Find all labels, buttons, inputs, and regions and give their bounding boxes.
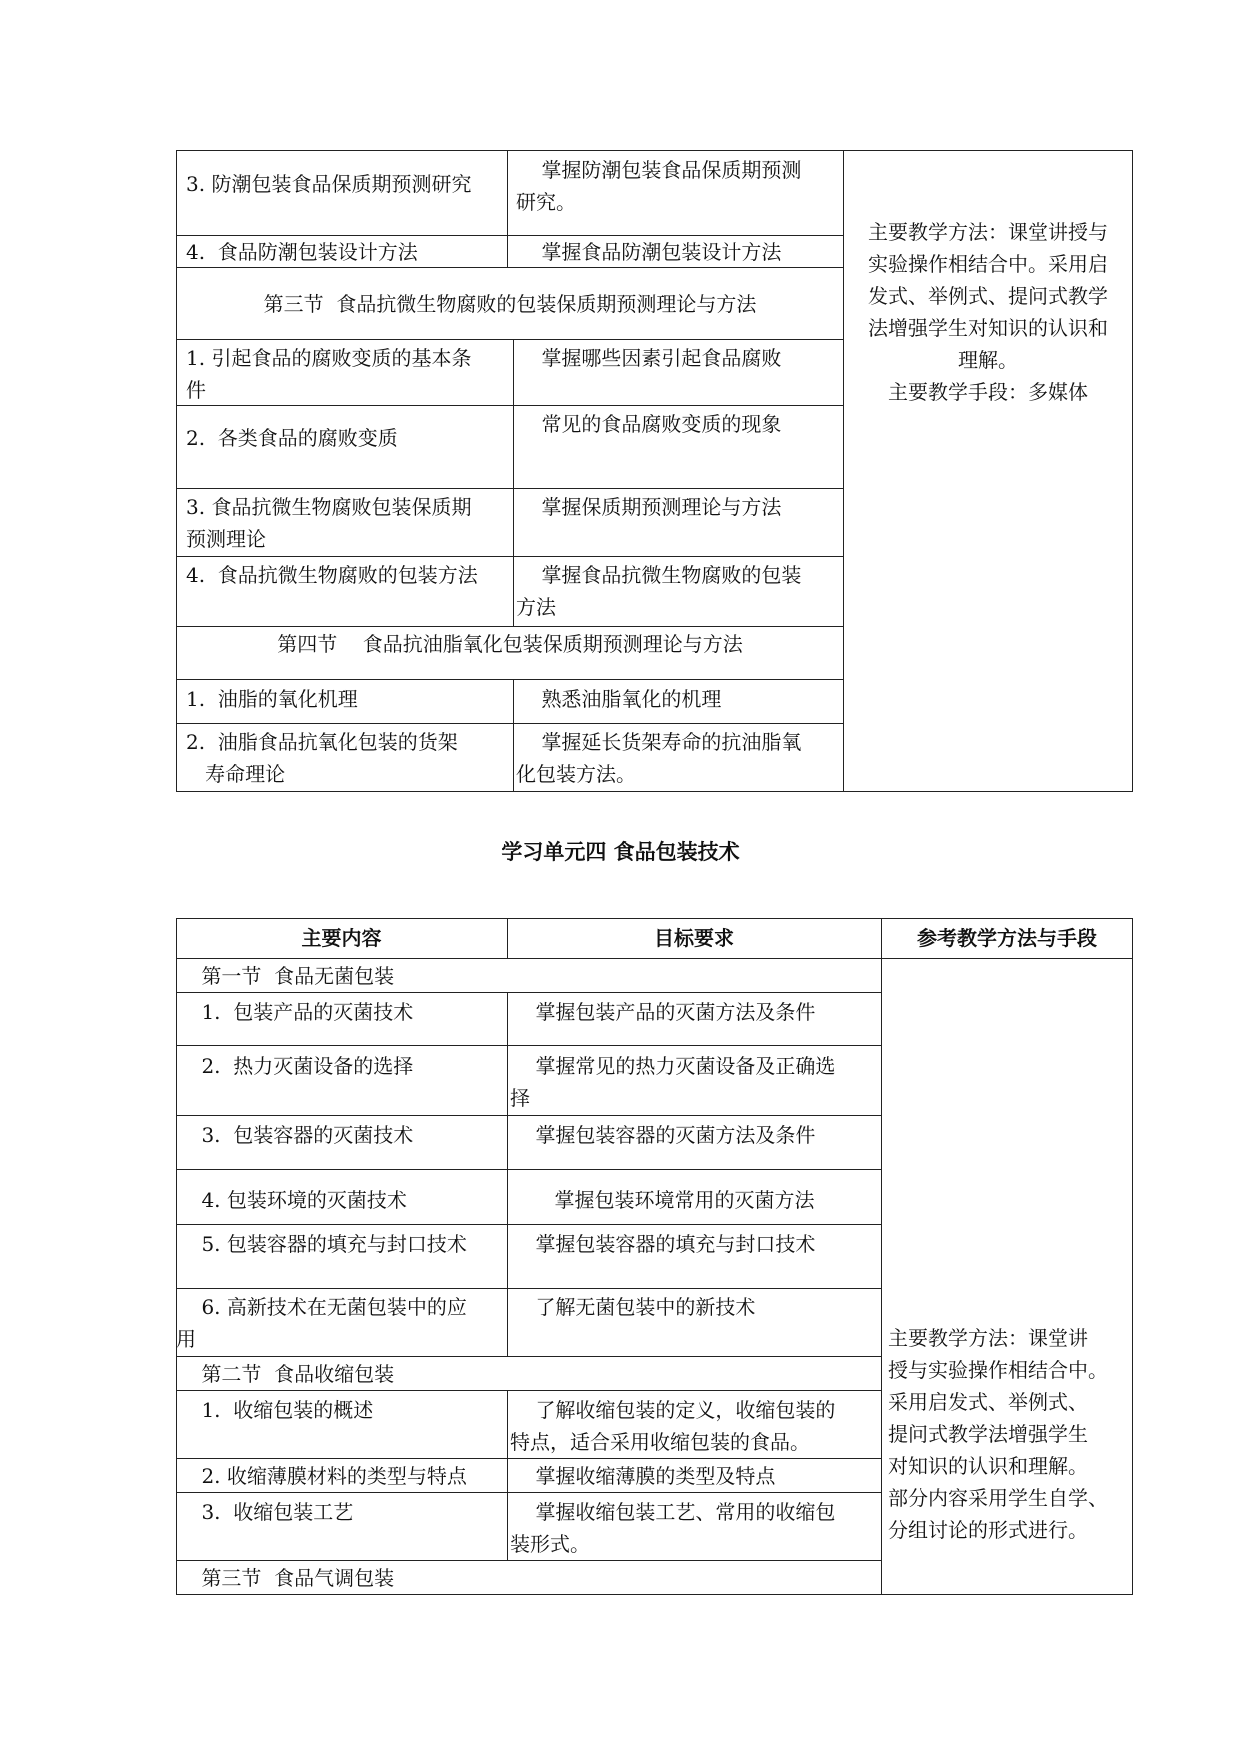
table2-row-line bbox=[176, 1115, 882, 1116]
table2-content-cell: 2. 热力灭菌设备的选择 bbox=[176, 1054, 414, 1078]
table2-row-line bbox=[176, 1390, 882, 1391]
table2-row-line bbox=[176, 1169, 882, 1170]
table1-row-line bbox=[176, 679, 844, 680]
table2-row-line bbox=[176, 1458, 882, 1459]
table2-content-cell: 5. 包装容器的填充与封口技术 bbox=[176, 1232, 467, 1256]
table1-col-divider-b bbox=[513, 339, 514, 626]
table1-target-cell: 掌握延长货架寿命的抗油脂氧 化包装方法。 bbox=[516, 730, 802, 786]
table1-row-line bbox=[176, 723, 844, 724]
table1-target-cell: 熟悉油脂氧化的机理 bbox=[516, 687, 722, 711]
table1-content-cell: 4. 食品抗微生物腐败的包装方法 bbox=[186, 563, 478, 587]
table1-target-cell: 掌握保质期预测理论与方法 bbox=[516, 495, 782, 519]
table2-row-line bbox=[176, 1224, 882, 1225]
table1-col-divider-a bbox=[507, 150, 508, 267]
table2-row-line bbox=[176, 1288, 882, 1289]
table2-content-cell: 3. 包装容器的灭菌技术 bbox=[176, 1123, 414, 1147]
table1-col-divider-method bbox=[843, 150, 844, 792]
table2-target-cell: 掌握常见的热力灭菌设备及正确选 择 bbox=[510, 1054, 836, 1110]
table1-content-cell: 3. 食品抗微生物腐败包装保质期 预测理论 bbox=[186, 495, 472, 551]
table2-target-cell: 掌握包装容器的填充与封口技术 bbox=[510, 1232, 816, 1256]
table1-content-cell: 2. 各类食品的腐败变质 bbox=[186, 426, 398, 450]
table1-content-cell: 4. 食品防潮包装设计方法 bbox=[186, 240, 418, 264]
table2-target-cell: 掌握包装环境常用的灭菌方法 bbox=[510, 1188, 815, 1212]
table1-row-line bbox=[176, 556, 844, 557]
table2-header-method: 参考教学方法与手段 bbox=[917, 926, 1097, 950]
table2-row-line bbox=[176, 1045, 882, 1046]
table2-row-line bbox=[176, 1560, 882, 1561]
table2-target-cell: 掌握包装容器的灭菌方法及条件 bbox=[510, 1123, 816, 1147]
table2-target-cell: 掌握收缩薄膜的类型及特点 bbox=[510, 1464, 776, 1488]
table1-target-cell: 掌握哪些因素引起食品腐败 bbox=[516, 346, 782, 370]
table1-target-cell: 掌握食品防潮包装设计方法 bbox=[516, 240, 782, 264]
table2-content-cell: 1. 包装产品的灭菌技术 bbox=[176, 1000, 414, 1024]
table2-target-cell: 了解无菌包装中的新技术 bbox=[510, 1295, 756, 1319]
table1-row-line bbox=[176, 488, 844, 489]
table2-col-divider bbox=[507, 992, 508, 1356]
table1-section-heading: 第三节 食品抗微生物腐败的包装保质期预测理论与方法 bbox=[263, 292, 757, 316]
table1-target-cell: 掌握防潮包装食品保质期预测 研究。 bbox=[516, 158, 802, 214]
table2-row-line bbox=[176, 1492, 882, 1493]
table2-content-cell: 6. 高新技术在无菌包装中的应 用 bbox=[176, 1295, 467, 1351]
table2-section-heading: 第三节 食品气调包装 bbox=[176, 1566, 395, 1590]
table1-section-heading: 第四节 食品抗油脂氧化包装保质期预测理论与方法 bbox=[277, 632, 743, 656]
table1-row-line bbox=[176, 339, 844, 340]
table2-col-divider bbox=[507, 1390, 508, 1560]
table2-content-cell: 4. 包装环境的灭菌技术 bbox=[176, 1188, 407, 1212]
table1-row-line bbox=[176, 626, 844, 627]
table2-header-content: 主要内容 bbox=[301, 926, 382, 950]
table2-content-cell: 3. 收缩包装工艺 bbox=[176, 1500, 354, 1524]
table1-col-divider-c bbox=[513, 679, 514, 792]
table2-target-cell: 了解收缩包装的定义，收缩包装的 特点，适合采用收缩包装的食品。 bbox=[510, 1398, 836, 1454]
table1-content-cell: 1. 油脂的氧化机理 bbox=[186, 687, 358, 711]
table2-target-cell: 掌握包装产品的灭菌方法及条件 bbox=[510, 1000, 816, 1024]
table2-col-divider-method bbox=[881, 918, 882, 1595]
table1-target-cell: 常见的食品腐败变质的现象 bbox=[516, 412, 782, 436]
table2-header-line bbox=[176, 958, 1133, 959]
table2-header-target: 目标要求 bbox=[654, 926, 734, 950]
table2-content-cell: 1. 收缩包装的概述 bbox=[176, 1398, 374, 1422]
table2-row-line bbox=[176, 992, 882, 993]
table2-section-heading: 第一节 食品无菌包装 bbox=[176, 964, 395, 988]
table1-content-cell: 3. 防潮包装食品保质期预测研究 bbox=[186, 172, 472, 196]
table1-content-cell: 2. 油脂食品抗氧化包装的货架 寿命理论 bbox=[186, 730, 458, 786]
table2-section-heading: 第二节 食品收缩包装 bbox=[176, 1362, 395, 1386]
table2-content-cell: 2. 收缩薄膜材料的类型与特点 bbox=[176, 1464, 467, 1488]
table1-content-cell: 1. 引起食品的腐败变质的基本条 件 bbox=[186, 346, 472, 402]
table2-target-cell: 掌握收缩包装工艺、常用的收缩包 装形式。 bbox=[510, 1500, 836, 1556]
table2-method-cell: 主要教学方法：课堂讲 授与实验操作相结合中。 采用启发式、举例式、 提问式教学法增强学生 对知识的认识和理解。 部分内容采用学生自学、 分组讨论的形式进行。 bbox=[888, 1326, 1108, 1542]
table2-row-line bbox=[176, 1356, 882, 1357]
table1-target-cell: 掌握食品抗微生物腐败的包装 方法 bbox=[516, 563, 802, 619]
table1-method-cell: 主要教学方法：课堂讲授与 实验操作相结合中。采用启 发式、举例式、提问式教学 法增强学生对知识的认识和 理解。 主要教学手段：多媒体 bbox=[868, 220, 1108, 404]
unit-title: 学习单元四 食品包装技术 bbox=[501, 840, 740, 864]
